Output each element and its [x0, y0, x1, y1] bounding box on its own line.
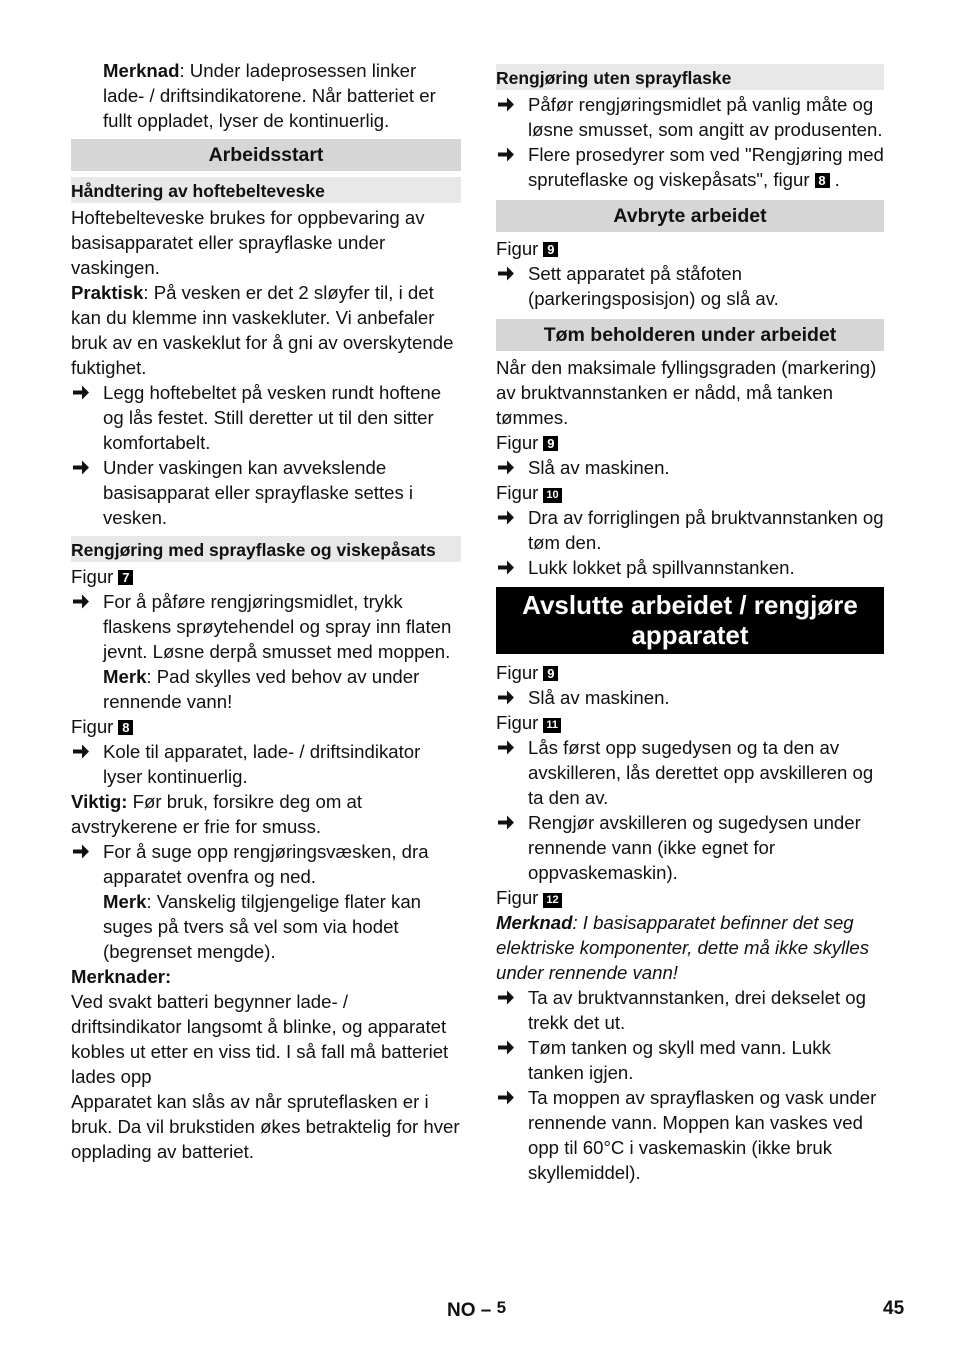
- figure-number-badge: 7: [118, 570, 133, 585]
- arrow-right-icon: [497, 555, 515, 580]
- spray-step-2: Kole til apparatet, lade- / driftsindikator lyser kontinuerlig.: [71, 739, 461, 789]
- figure-ref-7: Figur 7: [71, 564, 461, 589]
- finish-step-4: Ta av bruktvannstanken, drei dekselet og trekk det ut.: [496, 985, 884, 1035]
- finish-step-5: Tøm tanken og skyll med vann. Lukk tanken igjen.: [496, 1035, 884, 1085]
- finish-step-6: Ta moppen av sprayflasken og vask under rennende vann. Moppen kan vaskes ved opp til 60°C i vaskemaskin (ikke bruk skyllemiddel).: [496, 1085, 884, 1185]
- arrow-right-icon: [72, 739, 90, 764]
- charging-note: Merknad: Under ladeprosessen linker lade- / driftsindikatorene. Når batteriet er fullt oppladet, lyser de kontinuerlig.: [103, 60, 436, 131]
- belt-intro: Hoftebelteveske brukes for oppbevaring av basisapparatet eller sprayflaske under vaskingen.: [71, 207, 425, 278]
- figure-number-badge: 11: [543, 718, 561, 733]
- figure-number-badge: 9: [543, 242, 558, 257]
- spray-note-2: Merk: Vanskelig tilgjengelige flater kan suges på tvers så vel som via hodet (begrenset mengde).: [103, 891, 422, 962]
- arrow-right-icon: [497, 685, 515, 710]
- spray-step-3: For å suge opp rengjøringsvæsken, dra apparatet ovenfra og ned.: [71, 839, 461, 889]
- arrow-right-icon: [72, 380, 90, 405]
- left-column: [71, 58, 461, 1164]
- subheading-spray-bottle: Rengjøring med sprayflaske og viskepåsats: [71, 536, 461, 562]
- empty-step-1: Slå av maskinen.: [496, 455, 884, 480]
- notes-paragraph-1: Ved svakt batteri begynner lade- / driftsindikator langsomt å blinke, og apparatet kobles ut etter en viss tid. I så fall må batteriet lades opp: [71, 991, 449, 1087]
- spray-step-1: For å påføre rengjøringsmidlet, trykk flaskens sprøytehendel og spray inn flaten jevnt. Løsne derpå smusset med moppen.: [71, 589, 461, 664]
- figure-number-badge: 8: [815, 173, 830, 188]
- nospray-step-2: Flere prosedyrer som ved "Rengjøring med spruteflaske og viskepåsats", figur 8 .: [496, 142, 884, 192]
- arrow-right-icon: [497, 505, 515, 530]
- figure-number-badge: 9: [543, 666, 558, 681]
- arrow-right-icon: [497, 985, 515, 1010]
- right-column: [496, 64, 884, 1185]
- finish-step-2: Lås først opp sugedysen og ta den av avskilleren, lås derettet opp avskilleren og ta den av.: [496, 735, 884, 810]
- figure-ref-12: Figur 12: [496, 885, 884, 910]
- arrow-right-icon: [497, 455, 515, 480]
- figure-ref-9b: Figur 9: [496, 430, 884, 455]
- empty-step-2: Dra av forriglingen på bruktvannstanken og tøm den.: [496, 505, 884, 555]
- figure-ref-10: Figur 10: [496, 480, 884, 505]
- subheading-no-spray: Rengjøring uten sprayflaske: [496, 64, 884, 90]
- empty-step-3: Lukk lokket på spillvannstanken.: [496, 555, 884, 580]
- nospray-step-1: Påfør rengjøringsmidlet på vanlig måte og løsne smusset, som angitt av produsenten.: [496, 92, 884, 142]
- figure-ref-8: Figur 8: [71, 714, 461, 739]
- arrow-right-icon: [72, 839, 90, 864]
- figure-ref-9c: Figur 9: [496, 660, 884, 685]
- arrow-right-icon: [497, 92, 515, 117]
- page-number: 45: [883, 1298, 905, 1319]
- spray-note-1: Merk: Pad skylles ved behov av under rennende vann!: [103, 666, 420, 712]
- arrow-right-icon: [497, 261, 515, 286]
- figure-number-badge: 8: [118, 720, 133, 735]
- belt-step-1: Legg hoftebeltet på vesken rundt hoftene og lås festet. Still deretter ut til den sitter komfortabelt.: [71, 380, 461, 455]
- figure-number-badge: 12: [543, 893, 561, 908]
- notes-paragraph-2: Apparatet kan slås av når spruteflasken er i bruk. Da vil brukstiden økes betraktelig for hver opplading av batteriet.: [71, 1091, 460, 1162]
- arrow-right-icon: [497, 142, 515, 167]
- empty-intro: Når den maksimale fyllingsgraden (markering) av bruktvannstanken er nådd, må tanken tømmes.: [496, 357, 877, 428]
- arrow-right-icon: [72, 589, 90, 614]
- figure-ref-9a: Figur 9: [496, 236, 884, 261]
- heading-abort-work: Avbryte arbeidet: [496, 200, 884, 232]
- electrical-warning: Merknad: I basisapparatet befinner det seg elektriske komponenter, dette må ikke skylles under rennende vann!: [496, 912, 870, 983]
- figure-number-badge: 9: [543, 436, 558, 451]
- page-code: NO – 5: [447, 1298, 507, 1321]
- abort-step: Sett apparatet på ståfoten (parkeringsposisjon) og slå av.: [496, 261, 884, 311]
- arrow-right-icon: [72, 455, 90, 480]
- practical-tip: Praktisk: På vesken er det 2 sløyfer til, i det kan du klemme inn vaskekluter. Vi anbefaler bruk av en vaskeklut for å gni av overskytende fuktighet.: [71, 282, 454, 378]
- arrow-right-icon: [497, 1035, 515, 1060]
- arrow-right-icon: [497, 735, 515, 760]
- heading-empty-container: Tøm beholderen under arbeidet: [496, 319, 884, 351]
- figure-number-badge: 10: [543, 488, 561, 503]
- finish-step-3: Rengjør avskilleren og sugedysen under rennende vann (ikke egnet for oppvaskemaskin).: [496, 810, 884, 885]
- arrow-right-icon: [497, 810, 515, 835]
- notes-heading: Merknader:: [71, 966, 172, 987]
- figure-ref-11: Figur 11: [496, 710, 884, 735]
- arrow-right-icon: [497, 1085, 515, 1110]
- subheading-hip-belt: Håndtering av hoftebelteveske: [71, 177, 461, 203]
- important-note: Viktig: Før bruk, forsikre deg om at avstrykerene er frie for smuss.: [71, 791, 363, 837]
- heading-finish-clean: Avslutte arbeidet / rengjøre apparatet: [496, 587, 884, 654]
- finish-step-1: Slå av maskinen.: [496, 685, 884, 710]
- heading-arbeidsstart: Arbeidsstart: [71, 139, 461, 171]
- belt-step-2: Under vaskingen kan avvekslende basisapparat eller sprayflaske settes i vesken.: [71, 455, 461, 530]
